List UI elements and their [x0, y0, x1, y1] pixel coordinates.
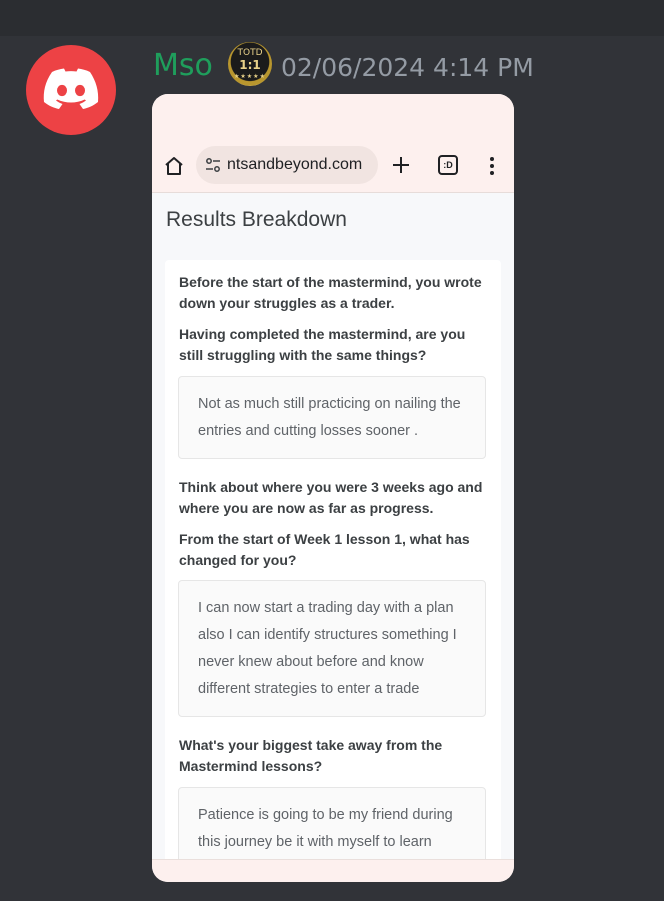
badge-line2: 1:1	[239, 58, 261, 72]
url-text: ntsandbeyond.com	[227, 156, 363, 173]
answer-box	[178, 376, 486, 459]
answer-text: Patience is going to be my friend during this journey be it with myself to learn	[198, 807, 453, 850]
screenshot-attachment[interactable]	[152, 94, 514, 882]
answer-box	[178, 580, 486, 717]
message-timestamp: 02/06/2024 4:14 PM	[281, 53, 534, 82]
tab-switcher-icon[interactable]	[438, 155, 458, 175]
badge-line1: TOTD	[237, 48, 263, 58]
question-text: From the start of Week 1 lesson 1, what has changed for you?	[179, 531, 470, 568]
question-text: Before the start of the mastermind, you wrote down your struggles as a trader.	[179, 274, 482, 311]
badge-stars: ★★★★★	[234, 73, 266, 80]
answer-text: Not as much still practicing on nailing the entries and cutting losses sooner .	[198, 396, 461, 439]
results-card	[165, 260, 501, 880]
user-avatar[interactable]	[26, 45, 116, 135]
username[interactable]: Mso	[153, 48, 213, 83]
browser-bottom-bar	[152, 859, 514, 882]
page-title: Results Breakdown	[166, 208, 347, 231]
discord-logo-icon	[43, 68, 99, 112]
top-bar	[0, 0, 664, 36]
more-menu-icon[interactable]	[488, 156, 496, 176]
answer-text: I can now start a trading day with a plan also I can identify structures something I never knew about before and know different strategies to enter a trade	[198, 600, 457, 697]
totd-badge-icon[interactable]	[228, 42, 272, 86]
question-text: What's your biggest take away from the Mastermind lessons?	[179, 737, 443, 774]
browser-toolbar	[152, 94, 514, 193]
question-text: Having completed the mastermind, are you still struggling with the same things?	[179, 326, 466, 363]
site-settings-icon[interactable]	[205, 157, 221, 173]
address-bar[interactable]	[196, 146, 378, 184]
question-text: Think about where you were 3 weeks ago and where you are now as far as progress.	[179, 479, 483, 516]
home-icon[interactable]	[164, 156, 184, 176]
tab-count: :D	[443, 160, 453, 170]
new-tab-plus-icon[interactable]	[392, 156, 410, 174]
